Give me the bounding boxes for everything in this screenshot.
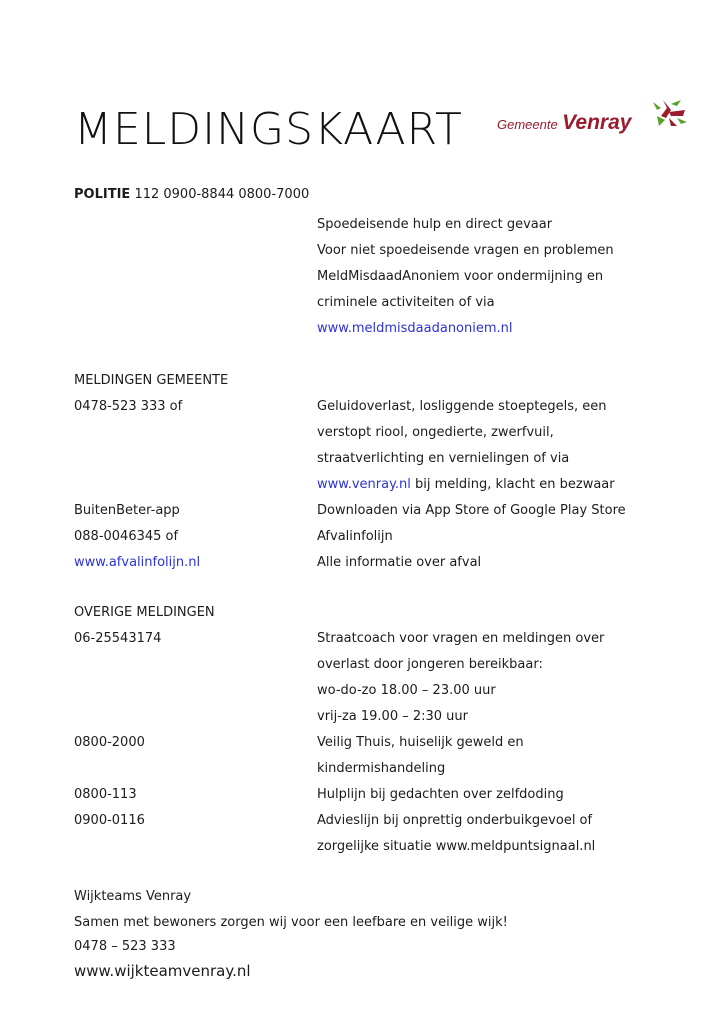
logo-small-text: Gemeente (497, 117, 558, 132)
overige-text-2-2: kindermishandeling (317, 761, 446, 776)
overige-text-1-4: vrij-za 19.00 – 2:30 uur (317, 709, 469, 724)
logo-emblem-icon (647, 96, 689, 132)
overige-text-1-3: wo-do-zo 18.00 – 23.00 uur (317, 683, 496, 698)
overige-text-3-1: Hulplijn bij gedachten over zelfdoding (317, 787, 564, 802)
wijkteams-heading: Wijkteams Venray (74, 889, 192, 904)
meldmisdaadanoniem-link[interactable]: www.meldmisdaadanoniem.nl (317, 321, 513, 336)
wijkteams-phone: 0478 – 523 333 (74, 939, 176, 954)
overige-number-4: 0900-0116 (74, 813, 145, 828)
logo-wordmark (497, 111, 631, 135)
gemeente-text-2: verstopt riool, ongedierte, zwerfvuil, (317, 425, 554, 440)
afval-phone: 088-0046345 of (74, 529, 179, 544)
venray-link-suffix: bij melding, klacht en bezwaar (410, 477, 615, 492)
overige-text-1-2: overlast door jongeren bereikbaar: (317, 657, 543, 672)
gemeente-link-line (317, 472, 615, 498)
overige-text-1-1: Straatcoach voor vragen en meldingen over (317, 631, 605, 646)
politie-text-4: criminele activiteiten of via (317, 295, 495, 310)
overige-text-4-2: zorgelijke situatie www.meldpuntsignaal.nl (317, 839, 596, 854)
overige-text-4-1: Advieslijn bij onprettig onderbuikgevoel of (317, 813, 593, 828)
politie-numbers: 112 0900-8844 0800-7000 (134, 187, 310, 202)
venray-link[interactable]: www.venray.nl (317, 477, 411, 492)
politie-line (74, 182, 309, 208)
afval-name: Afvalinfolijn (317, 529, 393, 544)
overige-number-2: 0800-2000 (74, 735, 145, 750)
logo-big-text: Venray (562, 111, 632, 134)
gemeente-phone: 0478-523 333 of (74, 399, 183, 414)
app-description: Downloaden via App Store of Google Play Store (317, 503, 626, 518)
politie-text-3: MeldMisdaadAnoniem voor ondermijning en (317, 269, 604, 284)
politie-label: POLITIE (74, 187, 131, 202)
gemeente-text-1: Geluidoverlast, losliggende stoeptegels, een (317, 399, 607, 414)
overige-text-2-1: Veilig Thuis, huiselijk geweld en (317, 735, 524, 750)
overige-number-1: 06-25543174 (74, 631, 162, 646)
gemeente-text-3: straatverlichting en vernielingen of via (317, 451, 570, 466)
wijkteams-website[interactable]: www.wijkteamvenray.nl (74, 962, 251, 980)
page-title: MELDINGSKAART (74, 104, 463, 155)
politie-text-2: Voor niet spoedeisende vragen en problemen (317, 243, 614, 258)
afval-description: Alle informatie over afval (317, 555, 482, 570)
politie-text-1: Spoedeisende hulp en direct gevaar (317, 217, 553, 232)
afvalinfolijn-link[interactable]: www.afvalinfolijn.nl (74, 555, 201, 570)
overige-heading: OVERIGE MELDINGEN (74, 605, 215, 620)
gemeente-venray-logo (497, 96, 692, 146)
wijkteams-text: Samen met bewoners zorgen wij voor een leefbare en veilige wijk! (74, 915, 508, 930)
overige-number-3: 0800-113 (74, 787, 137, 802)
gemeente-heading: MELDINGEN GEMEENTE (74, 373, 229, 388)
app-label: BuitenBeter-app (74, 503, 180, 518)
